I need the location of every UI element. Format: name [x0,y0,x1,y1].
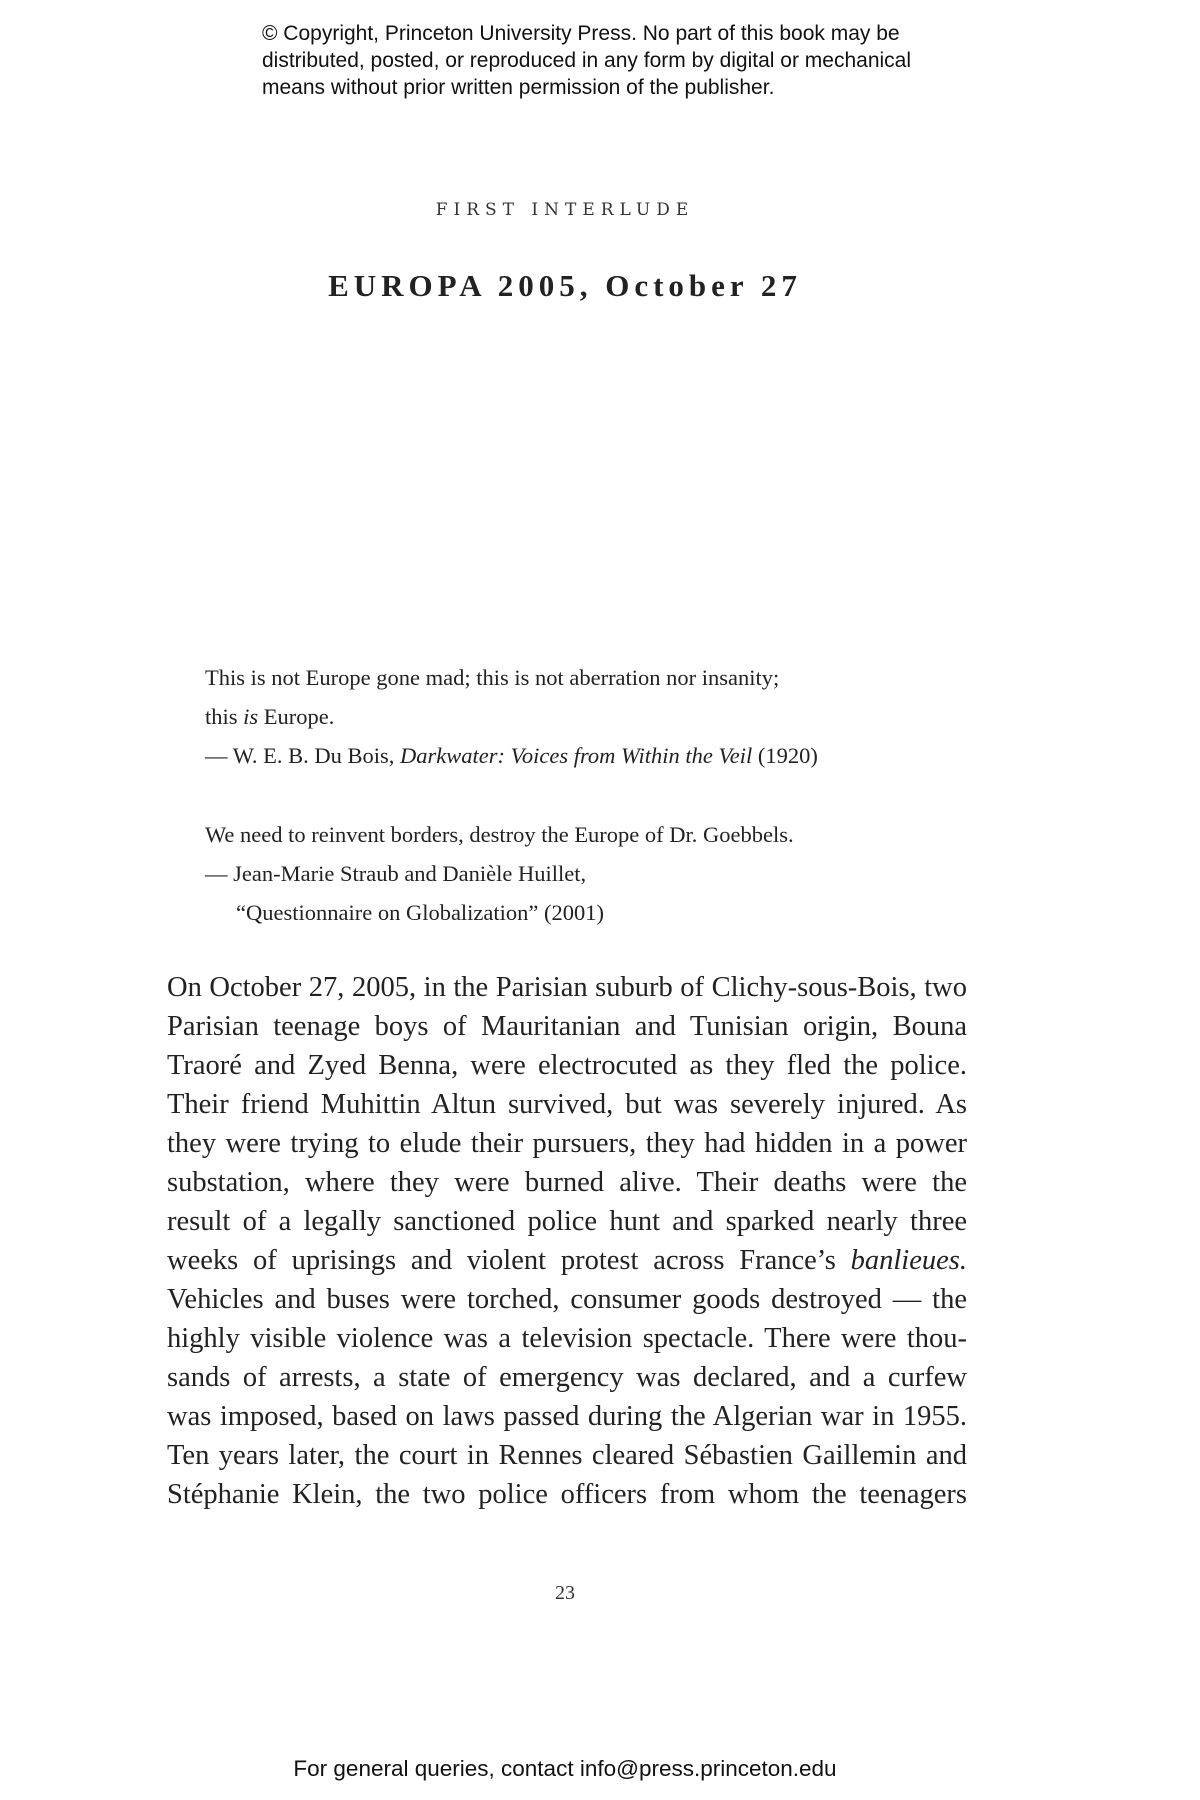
section-kicker: FIRST INTERLUDE [435,200,695,220]
body-line: highly visible violence was a television spectacle. There were thou- [167,1323,967,1354]
body-line [167,1241,967,1280]
footer-contact: For general queries, contact info@press.princeton.edu [293,1756,837,1781]
chapter-title: EUROPA 2005, October 27 [328,268,802,303]
attribution-author: — W. E. B. Du Bois, [205,743,401,768]
body-line: substation, where they were burned alive. Their deaths were the [167,1167,967,1198]
body-line: was imposed, based on laws passed during the Algerian war in 1955. [167,1401,967,1432]
body-line: Ten years later, the court in Rennes cleared Sébastien Gaillemin and [167,1440,967,1471]
body-line: Vehicles and buses were torched, consumer goods destroyed — the [167,1284,967,1315]
epigraph-du-bois [205,658,965,775]
attribution-work: Darkwater: Voices from Within the Veil [400,743,753,768]
copyright-line: means without prior written permission of the publisher. [262,76,775,99]
epigraph-text: Europe. [258,704,335,729]
epigraph-quote-line: This is not Europe gone mad; this is not aberration nor insanity; [205,665,780,690]
body-line: Stéphanie Klein, the two police officers from whom the teenagers [167,1479,967,1510]
body-text: weeks of uprisings and violent protest across France’s [167,1245,851,1276]
epigraph-straub-huillet [205,815,965,932]
body-paragraph [167,968,967,1514]
epigraph-quote-line: We need to reinvent borders, destroy the Europe of Dr. Goebbels. [205,822,794,847]
page-number: 23 [555,1582,575,1604]
copyright-notice [262,20,982,101]
epigraph-emphasis: is [243,704,259,729]
attribution-year: (1920) [752,743,818,768]
epigraph-text: this [205,704,244,729]
body-line: Their friend Muhittin Altun survived, but was severely injured. As [167,1089,967,1120]
body-line: On October 27, 2005, in the Parisian suburb of Clichy-sous-Bois, two [167,972,967,1003]
body-emphasis: banlieues. [850,1245,967,1276]
body-line: result of a legally sanctioned police hunt and sparked nearly three [167,1206,967,1237]
epigraph-attribution: — Jean-Marie Straub and Danièle Huillet, [205,861,587,886]
epigraph-quote-line [205,697,965,736]
copyright-line: © Copyright, Princeton University Press. No part of this book may be [262,22,900,45]
body-line: Parisian teenage boys of Mauritanian and Tunisian origin, Bouna [167,1011,967,1042]
body-line: Traoré and Zyed Benna, were electrocuted as they fled the police. [167,1050,967,1081]
copyright-line: distributed, posted, or reproduced in any form by digital or mechanical [262,49,912,72]
epigraph-attribution: “Questionnaire on Globalization” (2001) [236,900,605,925]
body-line: sands of arrests, a state of emergency was declared, and a curfew [167,1362,967,1393]
epigraph-attribution [205,736,965,775]
body-line: they were trying to elude their pursuers, they had hidden in a power [167,1128,967,1159]
